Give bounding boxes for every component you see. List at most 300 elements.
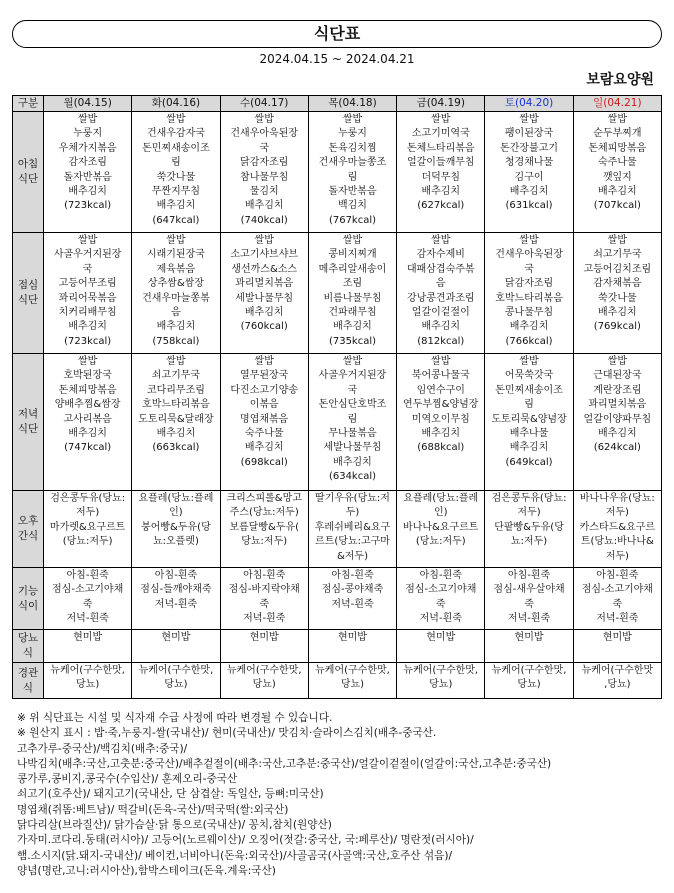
menu-item: (649kcal) [505,456,553,468]
menu-cell-functional-diet-fri [397,568,485,630]
notes [17,711,667,879]
menu-item: 쑥갓나물 [156,171,196,183]
menu-item: 돈민찌새송이조 [495,384,563,396]
menu-item: 쌀밥 [77,356,98,367]
menu-item: 주스(당뇨:저두) [229,507,299,519]
menu-item: 당뇨) [340,679,365,691]
menu-item: 림 [524,399,534,411]
note-line: 콩가루,콩비지,콩국수(수입산)/ 훈제오리-중국산 [17,773,238,786]
menu-item: 고등어무조림 [58,278,117,290]
row-label-line: 아침 [17,158,39,170]
menu-item: 국 [82,263,93,275]
menu-item: 명엽채볶음 [240,413,289,425]
row-functional-diet [13,568,662,630]
menu-cell-tube-feeding-thu [308,663,396,699]
menu-item: 건새우아욱된장 [230,128,299,140]
menu-item: 사골우거지된장 [318,370,387,382]
menu-cell-functional-diet-mon [44,568,132,630]
menu-cell-dinner-mon [44,354,132,491]
menu-item: 아침-흰죽 [154,570,198,581]
header-day-mon: 월(04.15) [44,96,132,112]
menu-item: 아침-흰죽 [596,570,639,581]
menu-item: 쑥갓나물 [598,292,637,304]
menu-cell-breakfast-fri [397,112,485,233]
menu-item: 닭감자조림 [240,157,289,169]
menu-item: 팽이된장국 [504,128,554,140]
menu-item: 치커리배무침 [58,307,117,319]
menu-item: 당뇨) [429,679,453,691]
menu-item: 참나물무침 [240,171,289,183]
menu-item: 바나나우유(당뇨: [579,493,655,504]
menu-cell-lunch-fri [397,233,485,354]
menu-item: 누룽지 [73,128,103,140]
menu-item: 생선까스&소스 [231,263,298,275]
menu-cell-functional-diet-thu [308,568,396,630]
menu-cell-lunch-sun [573,233,661,354]
menu-cell-tube-feeding-sat [485,663,573,699]
menu-item: ,당뇨) [604,679,631,691]
menu-item: 음 [435,278,446,290]
menu-item: 제육볶음 [156,263,196,275]
menu-item: 쌀밥 [607,235,627,246]
menu-item: 열무된장국 [240,370,289,382]
menu-item: 숙주나물 [244,428,284,440]
menu-item: 소고기미역국 [411,128,470,140]
menu-item: 닭감자조림 [504,278,554,290]
menu-item: 대패삼겹숙주볶 [406,263,475,275]
menu-item: 돌자반볶음 [63,171,112,183]
menu-item: 림 [171,157,181,169]
menu-item: 저두) [605,550,629,562]
menu-item: 크리스피롤&망고 [226,493,302,504]
menu-item: 쇠고기무국 [151,370,201,382]
menu-item: 저두) [605,507,629,519]
menu-item: 저녁-흰죽 [419,613,462,625]
menu-cell-functional-diet-tue [132,568,220,630]
menu-item: 배추김치 [421,428,461,440]
menu-item: 양배추찜&쌈장 [54,399,121,411]
menu-item: 후레쉬베리&요구 [314,521,391,533]
menu-item: (627kcal) [417,200,465,212]
menu-item: 무짠지무침 [151,186,201,198]
menu-item: 백김치 [337,200,367,212]
header-day-sat: 토(04.20) [485,96,573,112]
menu-item: 뇨:저두) [510,536,548,548]
menu-item: 아침-흰죽 [419,570,462,581]
menu-item: 쌀밥 [519,114,539,125]
menu-item: 뇨:오플렛) [152,536,199,548]
menu-item: 마가렛&요구르트 [49,521,126,533]
row-label-line: 식단 [17,423,39,435]
menu-item: (634kcal) [328,471,377,483]
menu-item: 점심-소고기야채 [52,584,124,596]
menu-item: 배추김치 [333,456,372,468]
menu-item: 배추김치 [598,307,637,319]
menu-item: 조림 [342,278,363,290]
menu-item: 배추김치 [156,428,196,440]
menu-item: 림 [347,171,358,183]
menu-cell-diabetic-diet-mon [44,630,132,663]
menu-item: 얼갈이양파무침 [583,413,652,425]
menu-item: 건새우마늘쫑조 [318,157,387,169]
row-lunch [13,233,662,354]
note-line: ※ 위 식단표는 시설 및 식자재 수급 사정에 따라 변경될 수 있습니다. [17,712,333,724]
menu-cell-functional-diet-sun [573,568,661,630]
menu-item: 얼갈이들깨무침 [406,157,475,169]
menu-item: 현미밥 [602,632,632,643]
menu-item: 저녁-흰죽 [331,598,374,610]
menu-item: (당뇨:저두) [62,536,113,548]
menu-item: 꽈리멸치볶음 [235,278,294,290]
menu-item: 비름나물무침 [323,292,382,304]
menu-item: 요플레(당뇨:플레 [403,493,479,504]
menu-item: 건새우마늘쫑볶 [142,292,210,304]
menu-item: 북어콩나물국 [411,370,470,382]
menu-cell-lunch-mon [44,233,132,354]
menu-item: 소고기샤브샤브 [230,249,299,261]
menu-item: 시래기된장국 [146,249,205,261]
menu-item: 배추김치 [333,321,372,333]
header-day-tue: 화(04.16) [132,96,220,112]
menu-item: 현미밥 [514,632,544,643]
menu-item: 쌀밥 [166,235,186,246]
menu-item: 쌀밥 [166,356,186,367]
row-dinner [13,354,662,491]
menu-item: 꽈리멸치볶음 [588,399,647,411]
menu-item: 호박된장국 [63,370,112,382]
menu-item: 점심-소고기야채 [581,584,653,596]
menu-cell-tube-feeding-tue [132,663,220,699]
menu-item: 호박느타리볶음 [142,399,210,411]
menu-item: 어묵쑥갓국 [504,370,554,382]
menu-item: (769kcal) [593,321,641,333]
note-line: ※ 원산지 표시 : 밥·죽,누룽지-쌀(국내산)/ 현미(국내산)/ 맛김치·슬라이스김치(배추-중국산. [17,727,437,740]
menu-item: 당뇨) [76,679,100,691]
menu-item: 물김치 [249,186,279,198]
menu-item: 세발나물무침 [235,292,294,304]
menu-item: 돈간장불고기 [500,142,559,154]
menu-item: 현미밥 [73,632,103,643]
menu-cell-breakfast-sat [485,112,573,233]
menu-item: 뉴케어(구수한맛, [403,665,479,676]
menu-item: 요플레(당뇨:플레 [138,493,214,504]
row-label-line: 식단 [17,294,39,306]
menu-item: 점심-들깨야채죽 [140,584,212,596]
row-label-line: 기능 [17,584,39,597]
menu-cell-diabetic-diet-fri [397,630,485,663]
menu-cell-snack-fri [397,491,485,568]
menu-item: 쌀밥 [519,235,539,246]
menu-cell-snack-mon [44,491,132,568]
menu-item: 죽 [612,598,623,610]
menu-cell-snack-sat [485,491,573,568]
note-line: 양념(명란,고니:러시아산),함박스테이크(돈육.계육:국산) [17,864,276,877]
header-day-wed: 수(04.17) [220,96,308,112]
row-label-line: 식이 [17,599,39,612]
menu-item: 더덕무침 [421,171,461,183]
menu-item: 보름달빵&두유( [229,521,300,533]
menu-item: (758kcal) [152,335,200,347]
menu-item: 호박느타리볶음 [495,292,563,304]
menu-item: 점심-새우살야채 [493,584,565,596]
menu-item: 쌀밥 [607,114,627,125]
menu-item: 두) [345,507,360,519]
menu-item: 누룽지 [337,128,367,140]
menu-cell-lunch-thu [308,233,396,354]
menu-item: 음 [171,307,181,319]
row-label-snack [13,491,44,568]
menu-item: 뉴케어(구수한맛 [581,665,654,676]
row-label-dinner [13,354,44,491]
menu-item: 아침-흰죽 [507,570,551,581]
menu-item: 미역오이무침 [411,413,470,425]
row-label-line: 저녁 [17,408,39,420]
menu-item: 현미밥 [337,632,367,643]
menu-item: 뉴케어(구수한맛, [315,665,390,676]
row-label-diabetic-diet [13,630,44,663]
menu-item: 국 [347,384,358,396]
menu-item: 우체가지볶음 [58,142,117,154]
menu-cell-tube-feeding-sun [573,663,661,699]
menu-item: 꽈리어묵볶음 [58,292,117,304]
menu-item: 배추김치 [68,321,107,333]
menu-cell-diabetic-diet-sun [573,630,661,663]
row-label-line: 점심 [17,279,39,291]
menu-item: 쌀밥 [431,235,451,246]
row-label-line: 당뇨 [17,632,39,644]
menu-item: 배추김치 [421,321,461,333]
menu-item: 배추김치 [68,186,107,198]
menu-item: (663kcal) [152,442,200,454]
note-line: 고추가루-중국산)/백김치(배추:중국)/ [17,742,188,755]
menu-item: 점심-바지락야채 [228,584,300,596]
menu-item: 저녁-흰죽 [154,598,198,610]
menu-item: (723kcal) [64,335,112,347]
menu-item: (707kcal) [593,200,641,212]
menu-body [13,112,662,699]
menu-item: 강낭콩견과조림 [406,292,475,304]
menu-item: 배추김치 [244,200,284,212]
menu-item: 사골우거지된장 [53,249,122,261]
menu-item: (767kcal) [328,214,377,226]
menu-item: 돈체피망볶음 [58,384,117,396]
menu-item: 고등어김치조림 [583,263,652,275]
menu-item: 배추김치 [509,186,549,198]
menu-item: 쌀밥 [431,114,451,125]
menu-item: 르트(당뇨:고구마 [315,536,390,548]
menu-item: 뉴케어(구수한맛, [138,665,214,676]
note-line: 닭다리살(브라질산)/ 닭가슴살·닭 통으로(국내산)/ 꽁치,참치(원양산) [17,819,332,832]
menu-item: 도토리묵&달래장 [138,413,214,425]
menu-item: 배추나물 [509,428,549,440]
menu-item: (735kcal) [328,335,377,347]
menu-item: 콩비지찌개 [328,249,377,261]
menu-item: 감자수제비 [416,249,465,261]
menu-item: 다진소고기양송 [230,384,299,396]
menu-item: 저녁-흰죽 [507,613,551,625]
row-label-line: 간식 [17,530,39,542]
menu-item: 딸기우유(당뇨:저 [315,493,390,504]
menu-item: 현미밥 [249,632,279,643]
menu-item: 당뇨:저두) [241,536,288,548]
menu-item: 검은콩두유(당뇨: [491,493,567,504]
row-label-tube-feeding [13,663,44,699]
menu-item: (812kcal) [417,335,465,347]
menu-item: 저두) [517,507,541,519]
menu-item: 도토리묵&양념장 [491,413,567,425]
menu-item: 쌀밥 [431,356,451,367]
row-diabetic-diet [13,630,662,663]
menu-item: 임연수구이 [416,384,465,396]
note-line: 햄.소시지(닭.돼지-국내산)/ 베이컨,너비아니(돈육:외국산)/사골곰국(사골액:국산,호주산 섞음)/ [17,849,453,862]
menu-cell-dinner-wed [220,354,308,491]
menu-item: 메추리알새송이 [318,263,387,275]
menu-item: (766kcal) [505,335,553,347]
menu-item: 근대된장국 [593,370,642,382]
menu-item: 쌀밥 [607,356,627,367]
menu-cell-snack-sun [573,491,661,568]
menu-item: 아침-흰죽 [66,570,109,581]
menu-item: 저녁-흰죽 [243,613,286,625]
row-label-functional-diet [13,568,44,630]
menu-cell-dinner-fri [397,354,485,491]
menu-item: 배추김치 [244,307,284,319]
menu-item: 점심-콩야채죽 [321,584,384,596]
menu-item: 배추김치 [244,442,284,454]
note-line: 명엽채(쥐똠:베트남)/ 떡갈비(돈육-국산)/떡국떡(쌀:외국산) [17,803,289,816]
menu-item: 단팥빵&두유(당 [494,521,564,533]
menu-item: 연두부찜&양념장 [403,399,479,411]
menu-item: 쌀밥 [254,235,274,246]
menu-item: 배추김치 [156,321,196,333]
menu-cell-lunch-tue [132,233,220,354]
menu-item: 건새우감자국 [146,128,205,140]
menu-cell-dinner-thu [308,354,396,491]
menu-cell-dinner-tue [132,354,220,491]
row-label-lunch [13,233,44,354]
menu-cell-lunch-sat [485,233,573,354]
row-tube-feeding [13,663,662,699]
menu-item: 돈안심단호박조 [318,399,387,411]
menu-item: 국 [259,142,270,154]
menu-item: 건새우아욱된장 [495,249,563,261]
menu-item: 이볶음 [249,399,279,411]
menu-item: 돈체피망볶음 [588,142,647,154]
menu-item: 돈민찌새송이조 [142,142,210,154]
menu-item: (760kcal) [240,321,288,333]
menu-item: 죽 [82,598,93,610]
menu-item: 순두부찌개 [593,128,642,140]
menu-item: &저두) [336,550,368,562]
menu-item: 얼갈이겉절이 [411,307,470,319]
menu-item: (740kcal) [240,214,288,226]
menu-item: 저녁-흰죽 [596,613,639,625]
menu-cell-dinner-sat [485,354,573,491]
menu-item: 저녁-흰죽 [66,613,109,625]
menu-item: (688kcal) [417,442,465,454]
menu-item: 코다리무조림 [146,384,205,396]
menu-item: 붕어빵&두유(당 [141,521,211,533]
header-day-thu: 목(04.18) [308,96,396,112]
header-day-sun: 일(04.21) [573,96,661,112]
menu-cell-snack-thu [308,491,396,568]
menu-cell-breakfast-mon [44,112,132,233]
menu-item: 쌀밥 [342,356,363,367]
menu-item: 쌀밥 [342,114,363,125]
row-breakfast [13,112,662,233]
menu-item: (747kcal) [64,442,112,454]
note-line: 쇠고기(호주산)/ 돼지고기(국내산, 단 삼겹살: 독일산, 등뼈:미국산) [17,788,324,801]
menu-cell-breakfast-wed [220,112,308,233]
menu-item: 쌀밥 [77,114,98,125]
page-title-text: 식단표 [313,24,361,43]
menu-item: 트(당뇨:바나나& [580,536,654,548]
menu-item: 뉴케어(구수한맛, [226,665,302,676]
menu-item: 당뇨) [164,679,188,691]
menu-cell-breakfast-tue [132,112,220,233]
menu-item: 쌀밥 [342,235,363,246]
menu-item: 바나나&요구르트 [403,521,479,533]
header-label: 구분 [13,96,44,112]
menu-item: 계란장조림 [593,384,642,396]
note-line: 가자미.코다리.동태(러시아)/ 고등어(노르웨이산)/ 오징어(젓갈:중국산, 국:페루산)/ 명란젓(러시아)/ [17,834,474,847]
menu-cell-functional-diet-sat [485,568,573,630]
row-label-breakfast [13,112,44,233]
menu-table [12,95,662,699]
menu-item: 점심-소고기야채 [405,584,477,596]
menu-item: 상추쌈&쌈장 [147,278,204,290]
row-label-line: 식 [22,647,34,659]
menu-item: 쌀밥 [166,114,186,125]
menu-item: 청경채나물 [504,157,554,169]
menu-cell-diabetic-diet-wed [220,630,308,663]
menu-item: 검은콩두유(당뇨: [50,493,126,504]
row-label-line: 오후 [17,515,39,527]
menu-item: 감자채볶음 [593,278,642,290]
menu-item: 배추김치 [156,200,196,212]
menu-item: 뉴케어(구수한맛, [50,665,125,676]
date-range: 2024.04.15 ~ 2024.04.21 [259,52,415,66]
row-snack [13,491,662,568]
menu-item: 쌀밥 [519,356,539,367]
menu-item: (698kcal) [240,456,288,468]
menu-item: 현미밥 [426,632,456,643]
menu-item: 돈육김치찜 [328,142,377,154]
menu-cell-dinner-sun [573,354,661,491]
menu-item: 죽 [524,598,534,610]
menu-item: 저두) [76,507,100,519]
menu-item: 아침-흰죽 [331,570,374,581]
menu-item: 쇠고기무국 [593,249,642,261]
menu-cell-tube-feeding-fri [397,663,485,699]
note-line: 나박김치(배추:국산,고춧분:중국산)/배추겉절이(배추:국산,고추분:중국산)/얼갈이겉절이(얼갈이:국산,고추분:중국산) [17,757,552,770]
menu-item: 당뇨) [517,679,541,691]
menu-cell-diabetic-diet-thu [308,630,396,663]
menu-cell-diabetic-diet-tue [132,630,220,663]
menu-item: 콩나물무침 [504,307,554,319]
menu-item: 죽 [259,598,270,610]
page-title [12,20,662,48]
menu-cell-lunch-wed [220,233,308,354]
menu-item: 김구이 [514,171,544,183]
menu-item: (647kcal) [152,214,200,226]
menu-item: 감자조림 [68,157,107,169]
menu-item: 배추김치 [598,428,637,440]
menu-item: 배추김치 [68,428,107,440]
menu-item: (624kcal) [593,442,641,454]
row-label-line: 식단 [17,173,39,185]
menu-item: 쌀밥 [254,356,274,367]
